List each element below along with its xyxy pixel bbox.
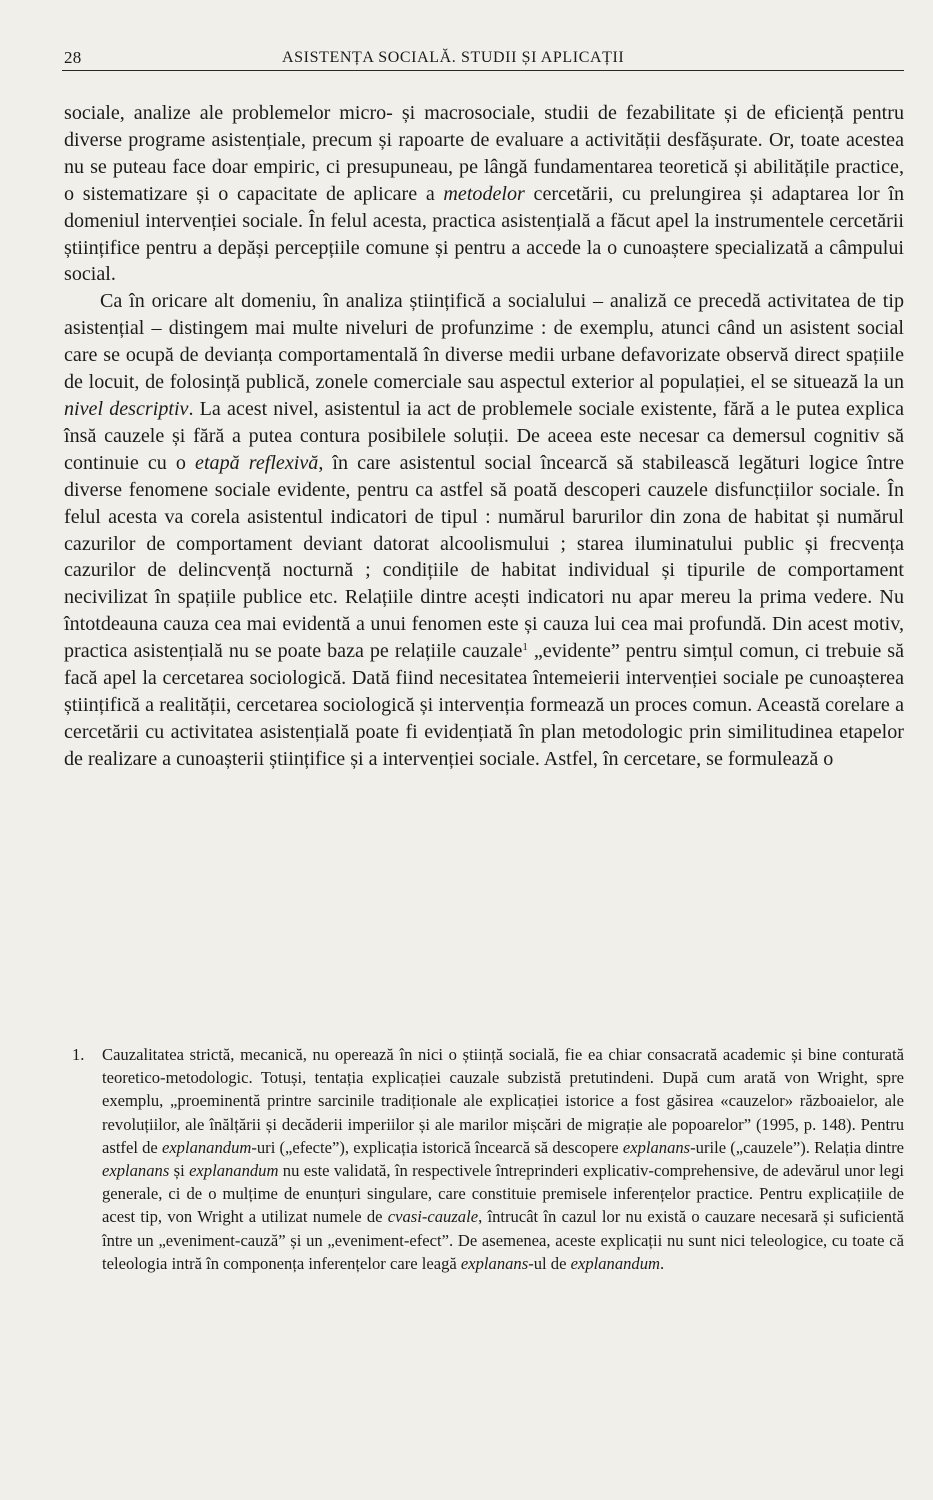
emphasis: nivel descriptiv [64, 397, 189, 420]
emphasis: explanandum [189, 1161, 279, 1181]
paragraph-2 [64, 288, 904, 772]
text-run: „evidente” pentru simțul comun, ci trebuie să facă apel la cercetarea sociologică. Dată fiind necesitatea întemeierii intervenției sociale pe cunoașterea științifică a realității, cercetarea sociologică și intervenția formează un proces comun. Această corelare a cercetării cu activitatea asistențială poate fi evidențiată în plan metodologic prin similitudinea etapelor de realizare a cunoașterii științifice și a intervenției sociale. Astfel, în cercetare, se formulează o [64, 640, 904, 770]
text-run: . La acest nivel, asistentul ia act de problemele sociale existente, fără a le putea explica însă cauzele și fără a putea contura posibilele soluții. De aceea este necesar ca demersul cognitiv să continuie cu o [64, 397, 904, 474]
footnote [64, 1043, 904, 1275]
footnote-reference: 1 [522, 641, 528, 654]
emphasis: cvasi-cauzale [387, 1207, 479, 1227]
text-run: -uri („efecte”), explicația istorică încearcă să descopere [251, 1137, 623, 1157]
footnote-text [102, 1043, 904, 1275]
emphasis: explanans [460, 1253, 529, 1273]
text-run: , întrucât în cazul lor nu există o cauzare necesară și suficientă între un „eveniment-cauză” și un „eveniment-efect”. De asemenea, aceste explicații nu sunt nici teleologice, cu toate că teleologia intră în componența inferențelor care leagă [102, 1207, 904, 1273]
text-run: , în care asistentul social încearcă să stabilească legături logice între diverse fenomene sociale evidente, pentru ca astfel să poată descoperi cauzele disfuncțiilor sociale. În felul acesta va corela asistentul indicatori de tipul : numărul barurilor din zona de habitat și numărul cazurilor de comportament deviant datorat alcoolismului ; starea iluminatului public și frecvența cazurilor de delincvență nocturnă ; condițiile de habitat individual și tipurile de comportament necivilizat în spațiile publice etc. Relațiile dintre acești indicatori nu apar mereu la prima vedere. Nu întotdeauna cauza cea mai evidentă a unui fenomen este și cauza lui cea mai profundă. Din acest motiv, practica asistențială nu se poate baza pe relațiile cauzale [64, 451, 905, 663]
page-number: 28 [64, 48, 82, 67]
emphasis: explanandum [570, 1253, 661, 1273]
emphasis: explanans [102, 1161, 170, 1181]
text-run: -ul de [528, 1253, 571, 1273]
text-run: sociale, analize ale problemelor micro- și macrosociale, studii de fezabilitate și de eficiență pentru diverse programe asistențiale, precum și rapoarte de evaluare a activității desfășurate. Or, toate acestea nu se puteau face doar empiric, ci presupuneau, pe lângă fundamentarea teoretică și abilitățile practice, o sistematizare și o capacitate de aplicare a [64, 102, 904, 205]
running-header [62, 46, 904, 71]
text-run: nu este validată, în respectivele întreprinderi explicativ-comprehensive, de adevărul unor legi generale, ci de o mulțime de enunțuri singulare, care constituie premisele inferențelor practice. Pentru explicațiile de acest tip, von Wright a utilizat numele de [102, 1161, 904, 1227]
text-run: și [169, 1161, 190, 1181]
emphasis: etapă reflexivă [195, 451, 319, 474]
text-run: cercetării, cu prelungirea și adaptarea lor în domeniul intervenției sociale. În felul acesta, practica asistențială a făcut apel la instrumentele cercetării științifice pentru a depăși percepțiile comune și pentru a accede la o cunoaștere specializată a câmpului social. [64, 182, 904, 286]
footnote-number: 1. [72, 1045, 85, 1064]
emphasis: explanandum [161, 1137, 252, 1157]
text-run: . [660, 1253, 665, 1273]
text-run: Ca în oricare alt domeniu, în analiza științifică a socialului – analiză ce precedă activitatea de tip asistențial – distingem mai multe niveluri de profunzime : de exemplu, atunci când un asistent social care se ocupă de devianța comportamentală în diverse medii urbane defavorizate observă direct spațiile de locuit, de folosință publică, zonele comerciale sau aspectul exterior al populației, el se situează la un [64, 290, 904, 394]
running-title: ASISTENȚA SOCIALĂ. STUDII ȘI APLICAȚII [282, 49, 625, 66]
emphasis: metodelor [443, 182, 525, 205]
text-run: Cauzalitatea strictă, mecanică, nu operează în nici o știință socială, fie ea chiar consacrată academic și bine conturată teoretico-metodologic. Totuși, tentația explicației cauzale subzistă pretutindeni. După cum arată von Wright, spre exemplu, „proeminentă printre sarcinile tradiționale ale explicației istorice a fost găsirea «cauzelor» războaielor, ale revoluțiilor, ale înălțării și decăderii imperiilor și ale marilor mișcări de migrație ale popoarelor” (1995, p. 148). Pentru astfel de [102, 1045, 904, 1157]
main-text [64, 100, 904, 773]
paragraph-1 [64, 100, 904, 288]
text-run: -urile („cauzele”). Relația dintre [690, 1137, 904, 1157]
emphasis: explanans [622, 1137, 691, 1157]
